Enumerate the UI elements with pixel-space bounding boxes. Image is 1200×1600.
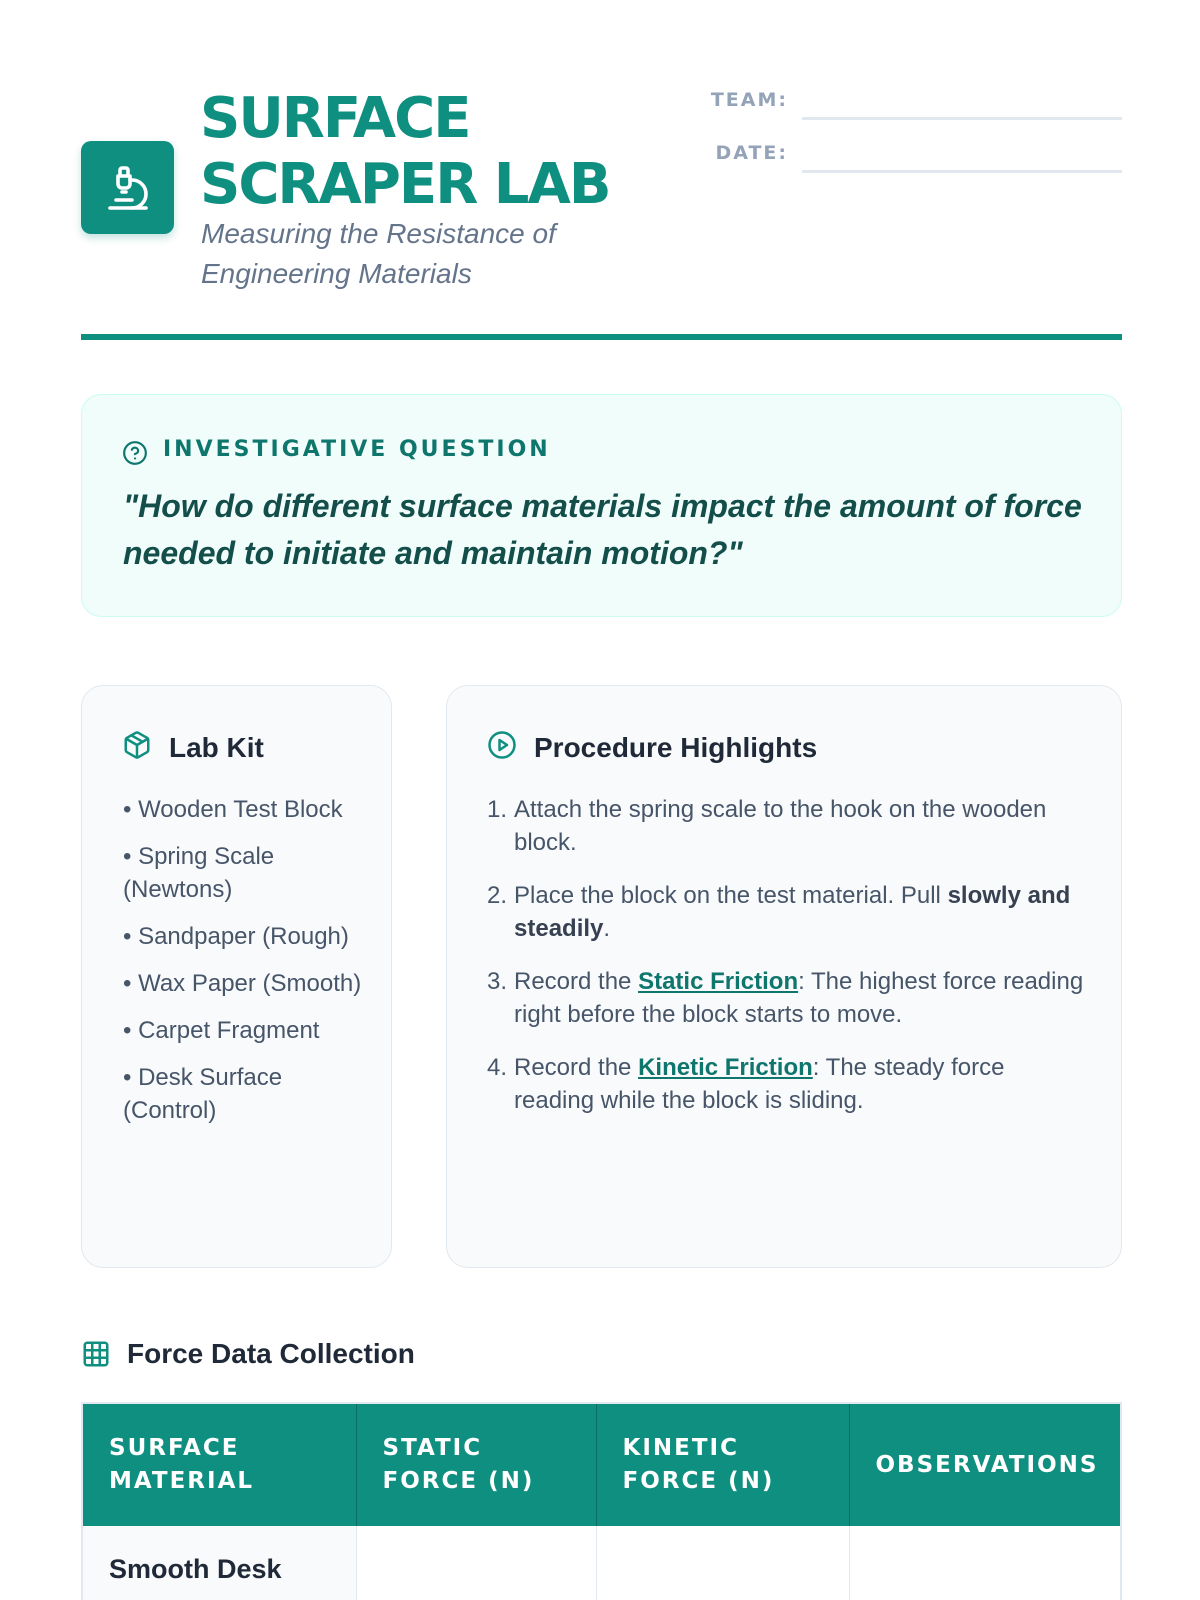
step-number: 4. bbox=[487, 1054, 508, 1081]
observations-cell[interactable] bbox=[849, 1526, 1120, 1600]
list-item: • Desk Surface (Control) bbox=[123, 1064, 283, 1124]
procedure-step bbox=[487, 793, 1087, 859]
force-data-table bbox=[81, 1402, 1122, 1600]
question-label: INVESTIGATIVE QUESTION bbox=[163, 437, 551, 462]
list-item: • Wooden Test Block bbox=[123, 796, 343, 823]
lab-kit-card bbox=[81, 685, 392, 1268]
kinetic-friction-link[interactable]: Kinetic Friction bbox=[638, 1054, 813, 1081]
box-icon bbox=[122, 730, 152, 760]
help-circle-icon bbox=[122, 440, 148, 466]
lab-kit-title: Lab Kit bbox=[169, 732, 264, 763]
page-title bbox=[200, 86, 670, 218]
team-label: TEAM: bbox=[710, 89, 788, 111]
team-field[interactable] bbox=[802, 117, 1122, 120]
table-heading: Force Data Collection bbox=[127, 1338, 415, 1369]
procedure-list bbox=[487, 793, 1087, 1137]
step-text: Place the block on the test material. Pull bbox=[514, 882, 948, 909]
investigative-question-card bbox=[81, 394, 1122, 617]
date-label: DATE: bbox=[715, 142, 788, 164]
date-field[interactable] bbox=[802, 170, 1122, 173]
step-text-end: : The highest force reading right before the block starts to move. bbox=[514, 968, 1084, 1028]
question-text: "How do different surface materials impact the amount of force needed to initiate and maintain motion?" bbox=[123, 488, 1082, 571]
table-row bbox=[83, 1526, 1120, 1600]
microscope-icon bbox=[104, 164, 152, 212]
step-text-end: : The steady force reading while the block is sliding. bbox=[514, 1054, 1005, 1114]
procedure-card bbox=[446, 685, 1122, 1268]
list-item: • Carpet Fragment bbox=[123, 1017, 320, 1044]
column-header-kinetic-force: KINETIC FORCE (N) bbox=[596, 1404, 849, 1526]
table-header-row bbox=[83, 1404, 1120, 1526]
header-divider bbox=[81, 334, 1122, 340]
page-subtitle bbox=[201, 214, 631, 294]
step-text: Record the bbox=[514, 968, 639, 995]
list-item: • Spring Scale (Newtons) bbox=[123, 843, 275, 903]
step-text-end: . bbox=[603, 915, 611, 942]
step-number: 1. bbox=[487, 796, 508, 823]
microscope-logo bbox=[81, 141, 174, 234]
kinetic-force-cell[interactable] bbox=[596, 1526, 849, 1600]
column-header-surface-material: SURFACE MATERIAL bbox=[83, 1404, 356, 1526]
lab-kit-list bbox=[123, 793, 363, 1141]
list-item: • Wax Paper (Smooth) bbox=[123, 970, 362, 997]
procedure-step bbox=[487, 965, 1087, 1031]
title-line-2: SCRAPER LAB bbox=[200, 152, 610, 217]
subtitle-line-1: Measuring the Resistance of bbox=[201, 218, 556, 249]
procedure-step bbox=[487, 1051, 1087, 1117]
step-text: Record the bbox=[514, 1054, 639, 1081]
table-icon bbox=[81, 1339, 111, 1369]
title-line-1: SURFACE bbox=[200, 86, 470, 151]
surface-material-cell: Smooth Desk bbox=[83, 1526, 356, 1600]
subtitle-line-2: Engineering Materials bbox=[201, 258, 472, 289]
list-item: • Sandpaper (Rough) bbox=[123, 923, 349, 950]
step-number: 3. bbox=[487, 968, 508, 995]
play-circle-icon bbox=[487, 730, 517, 760]
static-friction-link[interactable]: Static Friction bbox=[638, 968, 799, 995]
step-text: Attach the spring scale to the hook on the wooden block. bbox=[514, 796, 1047, 856]
static-force-cell[interactable] bbox=[356, 1526, 596, 1600]
step-number: 2. bbox=[487, 882, 508, 909]
procedure-step bbox=[487, 879, 1087, 945]
procedure-title: Procedure Highlights bbox=[534, 732, 818, 763]
column-header-static-force: STATIC FORCE (N) bbox=[356, 1404, 596, 1526]
step-emphasis: slowly and steadily bbox=[514, 882, 1071, 942]
column-header-observations: OBSERVATIONS bbox=[849, 1404, 1120, 1526]
